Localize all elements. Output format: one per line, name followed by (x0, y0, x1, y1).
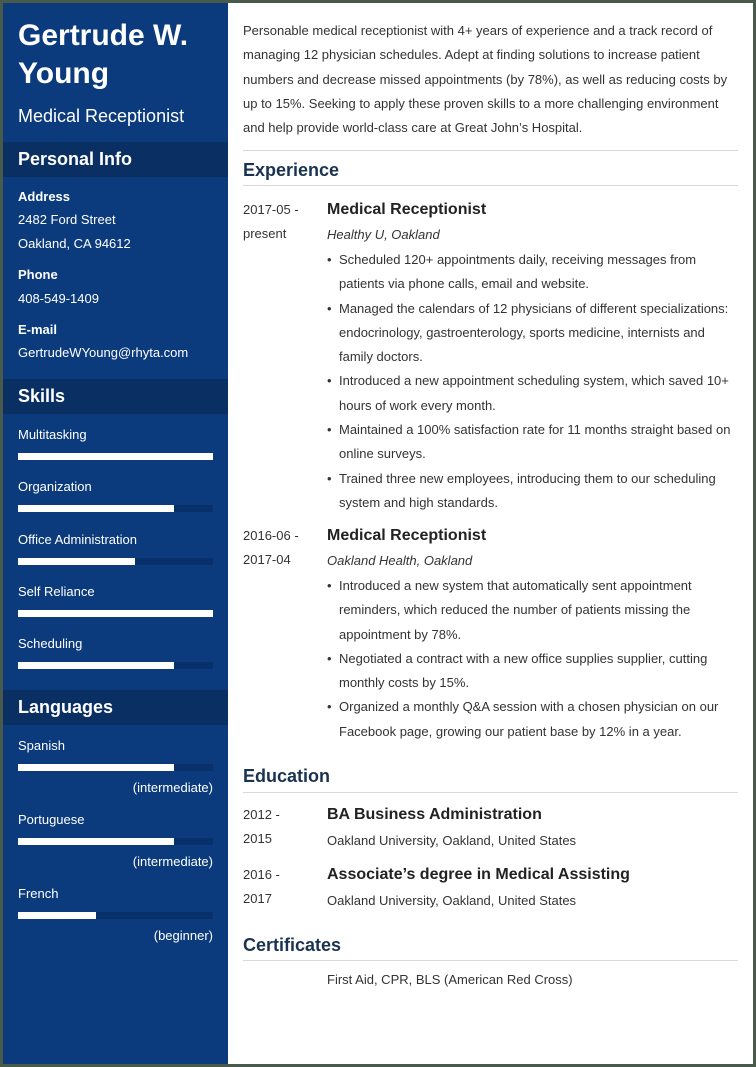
email-value: GertrudeWYoung@rhyta.com (18, 345, 189, 360)
skill-level-bar (18, 505, 213, 512)
edu-date-start: 2012 - (243, 807, 280, 822)
job-bullet: • Negotiated a contract with a new office supplies supplier, cutting monthly costs by 15%. (327, 647, 732, 696)
skill-level-fill (18, 453, 213, 460)
candidate-role: Medical Receptionist (18, 106, 185, 126)
skills-heading: Skills (3, 379, 228, 414)
skill-level-bar (18, 662, 213, 669)
email-label: E-mail (18, 322, 58, 337)
job-bullets (327, 574, 732, 744)
skill-name: Office Administration (18, 531, 137, 547)
name-line-2: Young (18, 57, 110, 90)
skill-level-fill (18, 505, 174, 512)
divider (243, 792, 738, 793)
skill-name: Scheduling (18, 636, 83, 651)
edu-date-end: 2017 (243, 891, 272, 906)
sidebar (3, 3, 228, 1064)
divider (243, 960, 738, 961)
divider (243, 150, 738, 151)
edu-date-end: 2015 (243, 831, 272, 846)
language-level-fill (18, 764, 174, 771)
language-level-bar (18, 838, 213, 845)
job-company: Healthy U, Oakland (327, 227, 440, 242)
edu-degree: Associate’s degree in Medical Assisting (327, 866, 630, 883)
certificate-item: First Aid, CPR, BLS (American Red Cross) (327, 972, 573, 987)
skill-level-fill (18, 662, 174, 669)
edu-school: Oakland University, Oakland, United States (327, 833, 577, 848)
skill-level-bar (18, 558, 213, 565)
edu-school: Oakland University, Oakland, United States (327, 893, 577, 908)
job-bullets (327, 248, 732, 515)
language-level-label: (intermediate) (132, 854, 213, 869)
candidate-name (18, 17, 188, 93)
language-level-fill (18, 838, 174, 845)
skill-level-fill (18, 558, 135, 565)
job-date-start: 2016-06 - (243, 528, 299, 543)
job-bullet: • Introduced a new system that automatically sent appointment reminders, which reduced the number of patients missing the appointment by 78%. (327, 574, 732, 647)
skill-name: Multitasking (18, 427, 87, 442)
job-bullet: • Scheduled 120+ appointments daily, receiving messages from patients via phone calls, email and website. (327, 248, 732, 297)
address-label: Address (18, 189, 71, 204)
address-line-2: Oakland, CA 94612 (18, 236, 131, 251)
job-bullet: • Maintained a 100% satisfaction rate for 11 months straight based on online surveys. (327, 418, 732, 467)
language-level-label: (beginner) (153, 928, 213, 943)
job-date-start: 2017-05 - (243, 202, 299, 217)
languages-heading: Languages (3, 690, 228, 725)
language-level-bar (18, 912, 213, 919)
edu-degree: BA Business Administration (327, 806, 542, 823)
phone-value: 408-549-1409 (18, 291, 99, 306)
profile-summary: Personable medical receptionist with 4+ years of experience and a track record of managing 12 physician schedules. Adept at finding solutions to increase patient numbers and decrease missed appointments (by 78%), as well as reducing costs by up to 15%. Seeking to apply these proven skills to a more challenging environment and help provide world-class care at Great John’s Hospital. (243, 23, 728, 136)
job-bullet: • Managed the calendars of 12 physicians of different specializations: endocrinology, gastroenterology, sports medicine, internists and family doctors. (327, 297, 732, 370)
job-date-end: 2017-04 (243, 552, 291, 567)
skill-level-bar (18, 610, 213, 617)
skill-name: Self Reliance (18, 583, 95, 599)
job-title: Medical Receptionist (327, 527, 487, 544)
skill-name: Organization (18, 479, 92, 495)
skill-level-fill (18, 610, 213, 617)
skill-level-bar (18, 453, 213, 460)
job-date-end: present (243, 226, 287, 241)
name-line-1: Gertrude W. (18, 19, 189, 52)
language-level-bar (18, 764, 213, 771)
job-bullet: • Organized a monthly Q&A session with a chosen physician on our Facebook page, growing our patient base by 12% in a year. (327, 695, 732, 744)
experience-heading: Experience (243, 160, 340, 180)
job-bullet: • Trained three new employees, introducing them to our scheduling system and high standards. (327, 467, 732, 516)
job-title: Medical Receptionist (327, 201, 487, 218)
job-company: Oakland Health, Oakland (327, 553, 473, 568)
language-name: Portuguese (18, 812, 85, 827)
edu-date-start: 2016 - (243, 867, 280, 882)
certificates-heading: Certificates (243, 935, 342, 955)
language-name: Spanish (18, 738, 65, 753)
address-line-1: 2482 Ford Street (18, 212, 116, 227)
education-heading: Education (243, 766, 331, 786)
personal-info-heading: Personal Info (3, 142, 228, 177)
language-level-fill (18, 912, 96, 919)
phone-label: Phone (18, 267, 58, 282)
language-name: French (18, 886, 59, 901)
divider (243, 185, 738, 186)
language-level-label: (intermediate) (132, 780, 213, 795)
job-bullet: • Introduced a new appointment scheduling system, which saved 10+ hours of work every month. (327, 369, 732, 418)
